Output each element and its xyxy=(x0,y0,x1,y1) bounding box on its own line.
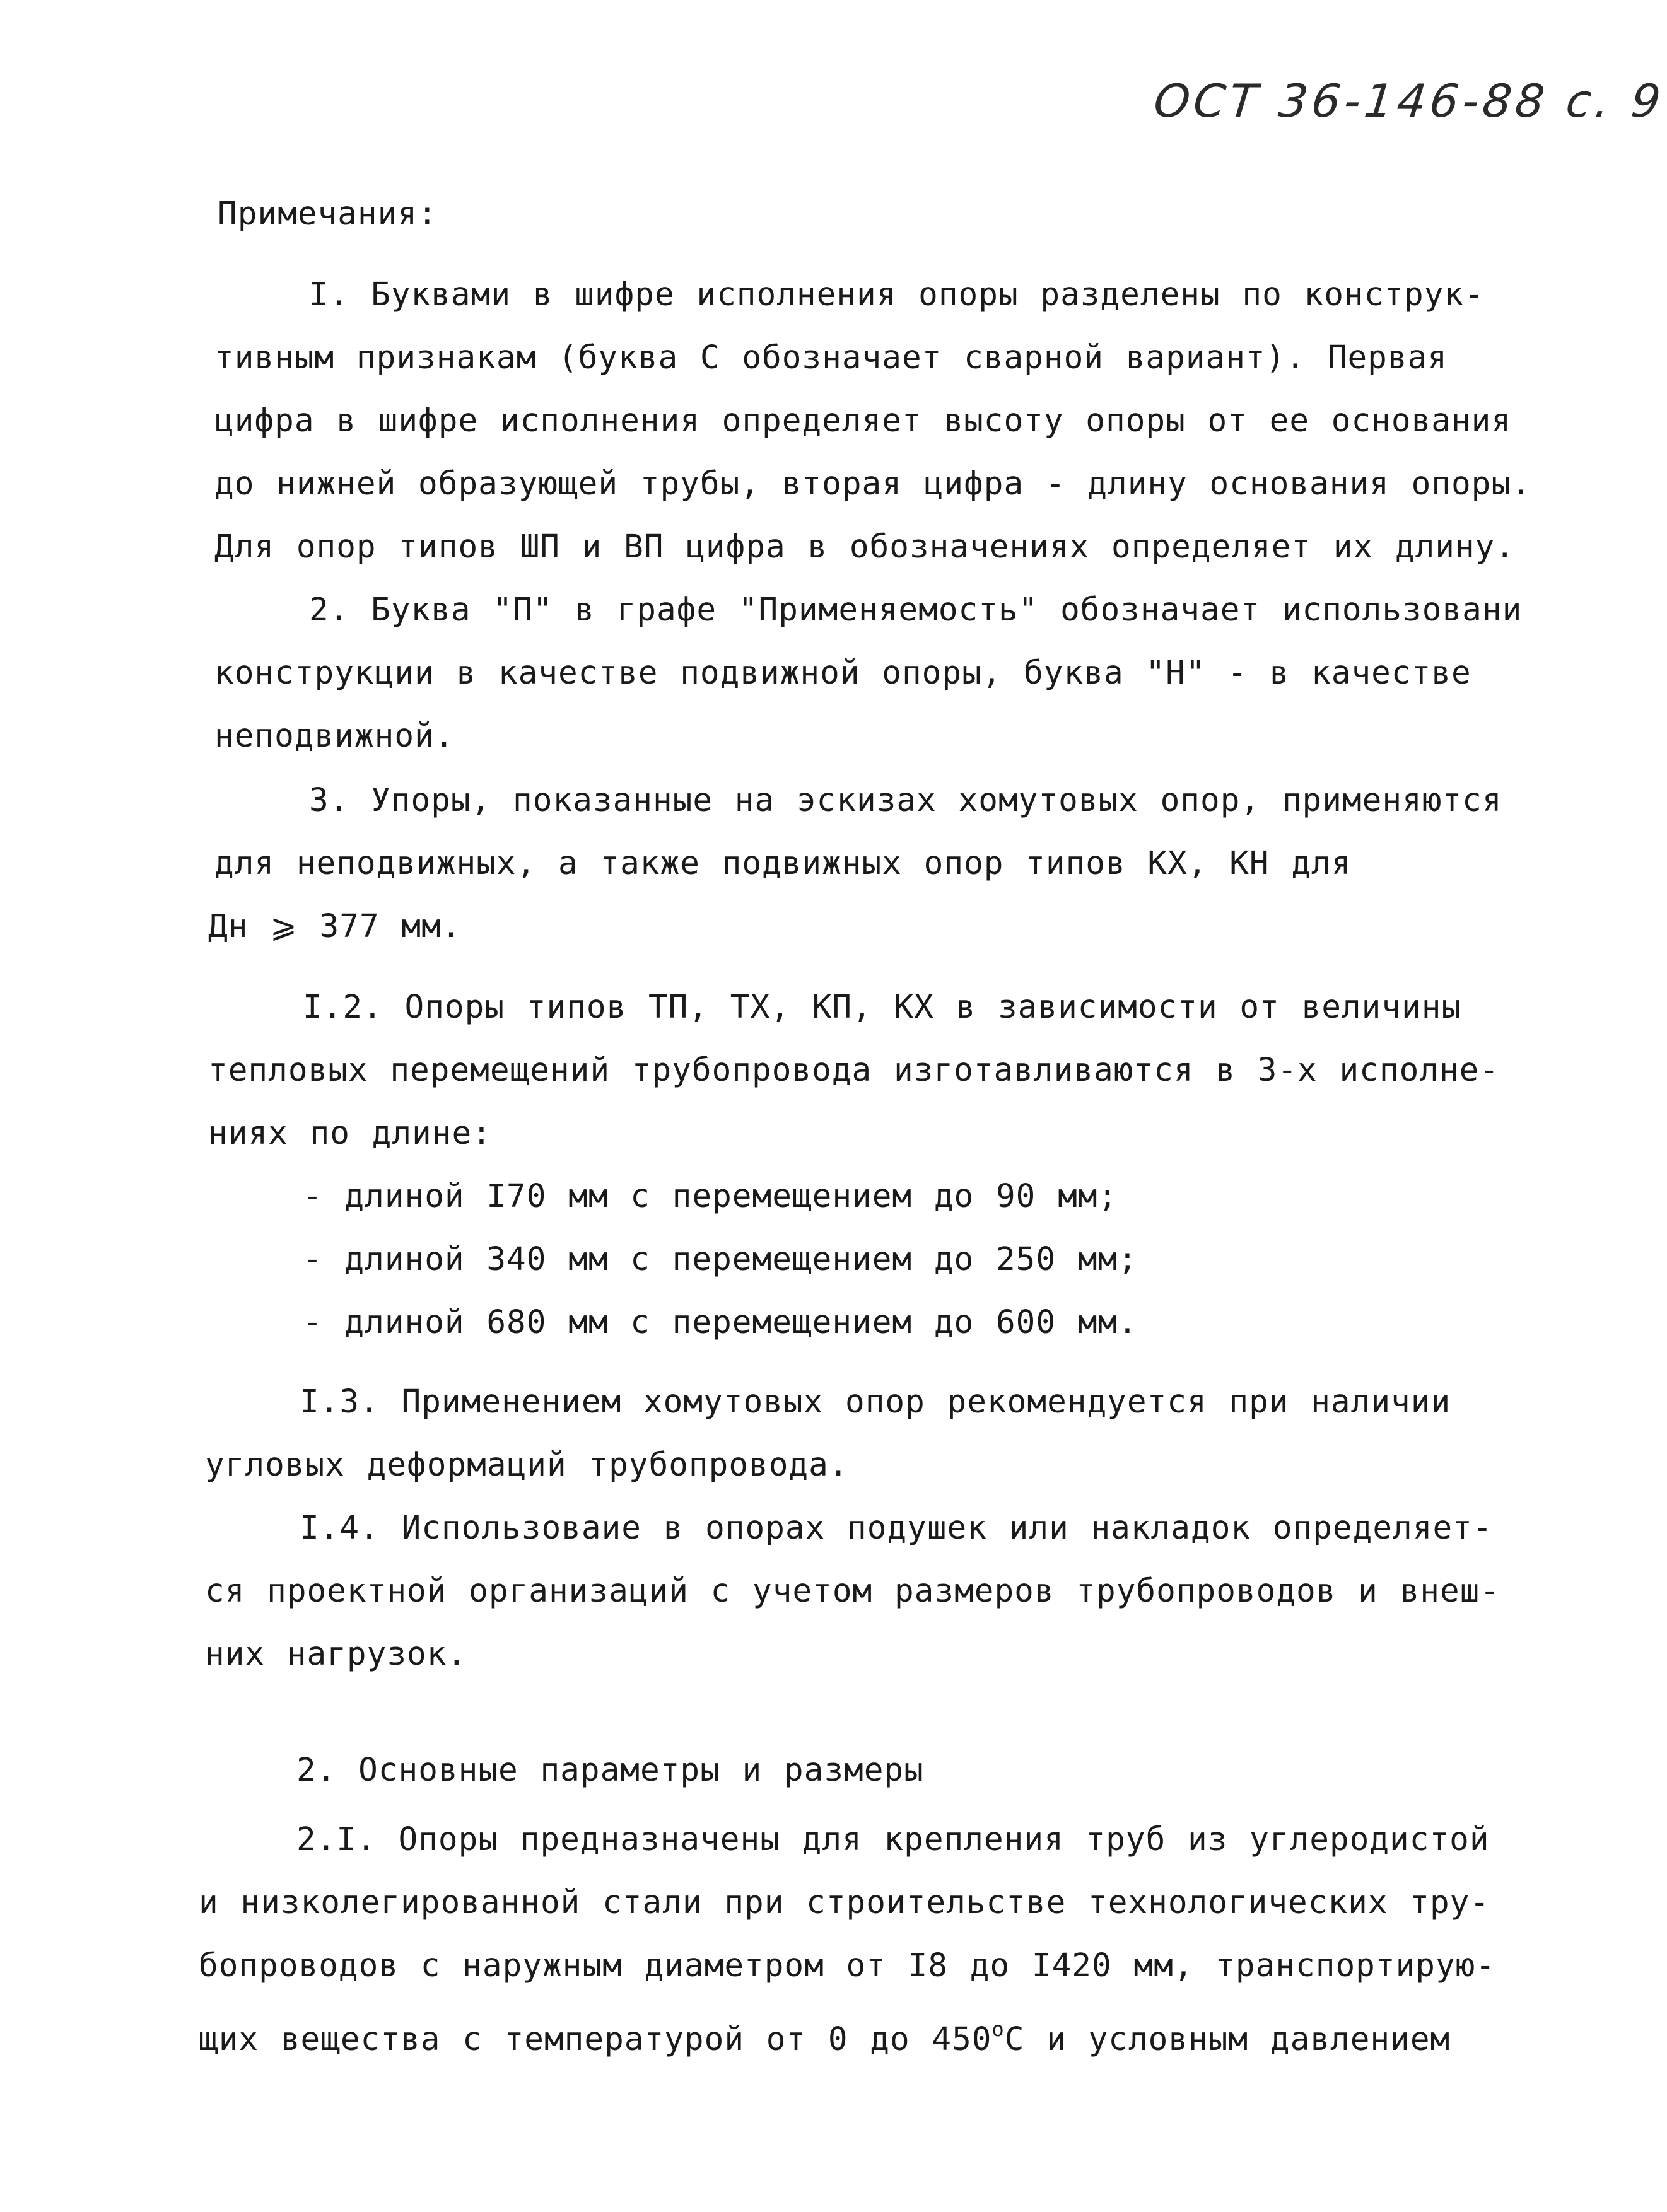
notes-line: до нижней образующей трубы, вторая цифра - длину основания опоры. xyxy=(214,465,1531,503)
notes-line: I. Буквами в шифре исполнения опоры разделены по конструк- xyxy=(309,276,1484,313)
paragraph-line: и низколегированной стали при строительстве технологических тру- xyxy=(199,1884,1490,1921)
paragraph-line: бопроводов с наружным диаметром от I8 до I420 мм, транспортирую- xyxy=(199,1947,1496,1984)
paragraph-line: ся проектной организаций с учетом размеров трубопроводов и внеш- xyxy=(205,1573,1500,1610)
list-item: - длиной 340 мм с перемещением до 250 мм; xyxy=(303,1241,1138,1278)
section-heading: 2. Основные параметры и размеры xyxy=(296,1752,924,1789)
notes-line: Дн ⩾ 377 мм. xyxy=(208,908,462,945)
notes-title: Примечания: xyxy=(218,195,438,233)
paragraph-line-text: щих вещества с температурой от 0 до 450 xyxy=(199,2021,992,2058)
notes-line: конструкции в качестве подвижной опоры, буква "Н" - в качестве xyxy=(214,655,1471,692)
paragraph-line: них нагрузок. xyxy=(205,1636,467,1673)
notes-line: тивным признакам (буква С обозначает сварной вариант). Первая xyxy=(214,339,1448,376)
paragraph-line: I.3. Применением хомутовых опор рекомендуется при наличии xyxy=(300,1383,1451,1421)
paragraph-line xyxy=(199,2010,1450,2059)
notes-line: цифра в шифре исполнения определяет высоту опоры от ее основания xyxy=(214,402,1512,439)
paragraph-line: 2.I. Опоры предназначены для крепления труб из углеродистой xyxy=(296,1821,1490,1858)
notes-line: 2. Буква "П" в графе "Применяемость" обозначает использовани xyxy=(309,591,1523,629)
notes-line: 3. Упоры, показанные на эскизах хомутовых опор, применяются xyxy=(309,782,1502,819)
notes-line: для неподвижных, а также подвижных опор типов КХ, КН для xyxy=(214,845,1352,882)
notes-line: Для опор типов ШП и ВП цифра в обозначениях определяет их длину. xyxy=(214,528,1516,566)
paragraph-line-tail: С и условным давлением xyxy=(1004,2021,1451,2058)
document-number-stamp: ОСТ 36-146-88 с. 9 xyxy=(1151,74,1667,127)
paragraph-line: I.4. Использоваие в опорах подушек или накладок определяет- xyxy=(300,1510,1493,1547)
paragraph-line: тепловых перемещений трубопровода изготавливаются в 3-х исполне- xyxy=(208,1052,1500,1089)
degree-superscript: o xyxy=(991,2017,1005,2041)
list-item: - длиной I70 мм с перемещением до 90 мм; xyxy=(303,1178,1118,1215)
paragraph-line: ниях по длине: xyxy=(208,1115,492,1152)
paragraph-line: I.2. Опоры типов ТП, ТХ, КП, КХ в зависимости от величины xyxy=(303,989,1462,1026)
paragraph-line: угловых деформаций трубопровода. xyxy=(205,1447,849,1484)
list-item: - длиной 680 мм с перемещением до 600 мм. xyxy=(303,1304,1138,1341)
notes-line: неподвижной. xyxy=(214,718,455,755)
